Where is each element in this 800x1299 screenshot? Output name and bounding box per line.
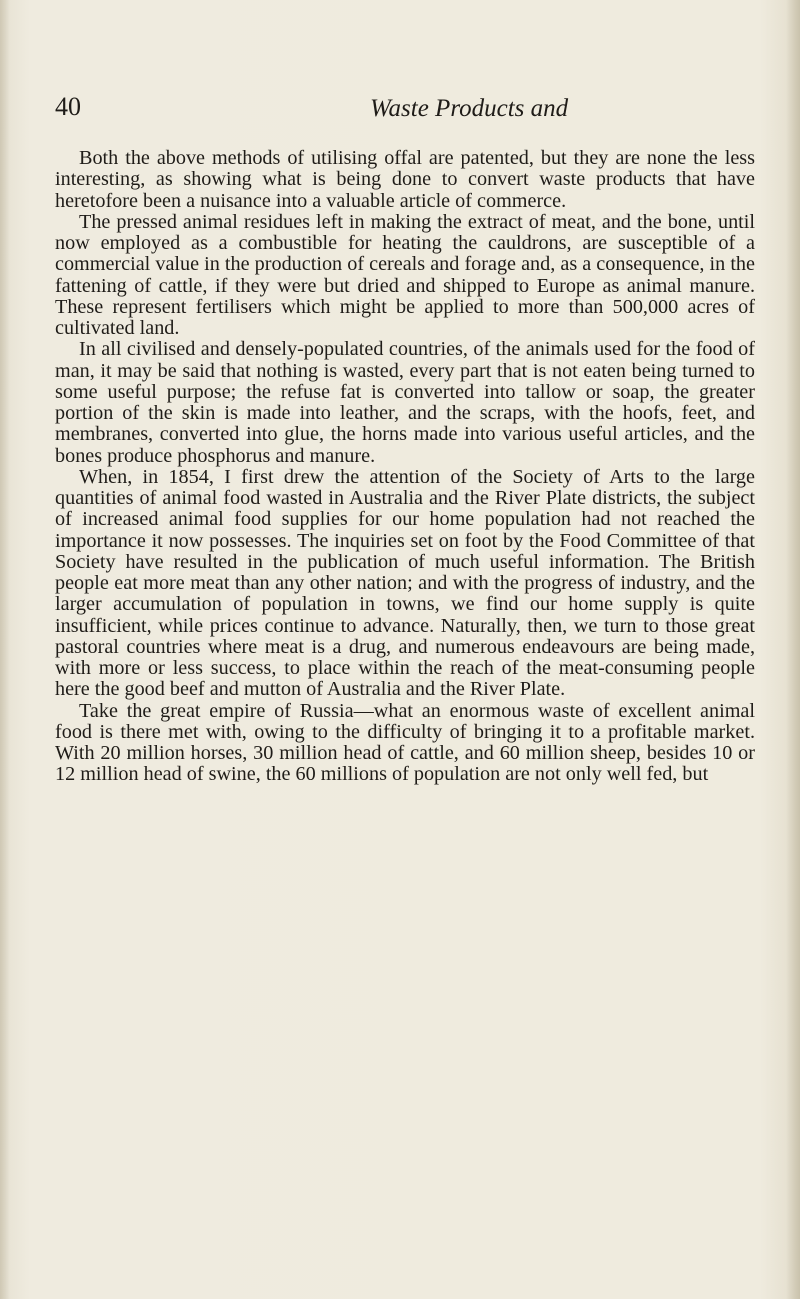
running-title: Waste Products and: [370, 95, 569, 122]
body-text: [55, 148, 755, 786]
paragraph: Both the above methods of utilising offal are patented, but they are none the less interesting, as showing what is being done to convert waste products that have heretofore been a nuisance into a valuable article of commerce.: [55, 147, 755, 212]
page-edge-shadow: [786, 0, 800, 1299]
paragraph: When, in 1854, I first drew the attention of the Society of Arts to the large quantities of animal food wasted in Australia and the River Plate districts, the subject of increased animal food supplies for our home population had not reached the importance it now possesses. The inquiries set on foot by the Food Committee of that Society have resulted in the publication of much useful information. The British people eat more meat than any other nation; and with the progress of industry, and the larger accumulation of population in towns, we find our home supply is quite insufficient, while prices continue to advance. Naturally, then, we turn to those great pastoral countries where meat is a drug, and numerous endeavours are being made, with more or less success, to place within the reach of the meat-consuming people here the good beef and mutton of Australia and the River Plate.: [55, 465, 755, 701]
paragraph: Take the great empire of Russia—what an enormous waste of excellent animal food is there met with, owing to the difficulty of bringing it to a profitable market. With 20 million horses, 30 million head of cattle, and 60 million sheep, besides 10 or 12 million head of swine, the 60 millions of population are not only well fed, but: [55, 699, 755, 786]
paragraph: In all civilised and densely-populated countries, of the animals used for the food of man, it may be said that nothing is wasted, every part that is not eaten being turned to some useful purpose; the refuse fat is converted into tallow or soap, the greater portion of the skin is made into leather, and the scraps, with the hoofs, feet, and membranes, converted into glue, the horns made into various useful articles, and the bones produce phosphorus and manure.: [55, 338, 755, 467]
page-gutter-shadow: [0, 0, 10, 1299]
page-number: 40: [55, 92, 81, 121]
paragraph: The pressed animal residues left in making the extract of meat, and the bone, until now employed as a combustible for heating the cauldrons, are susceptible of a commercial value in the production of cereals and forage and, as a consequence, in the fattening of cattle, if they were but dried and shipped to Europe as animal manure. These represent fertilisers which might be applied to more than 500,000 acres of cultivated land.: [55, 210, 755, 339]
running-head: [55, 92, 755, 132]
